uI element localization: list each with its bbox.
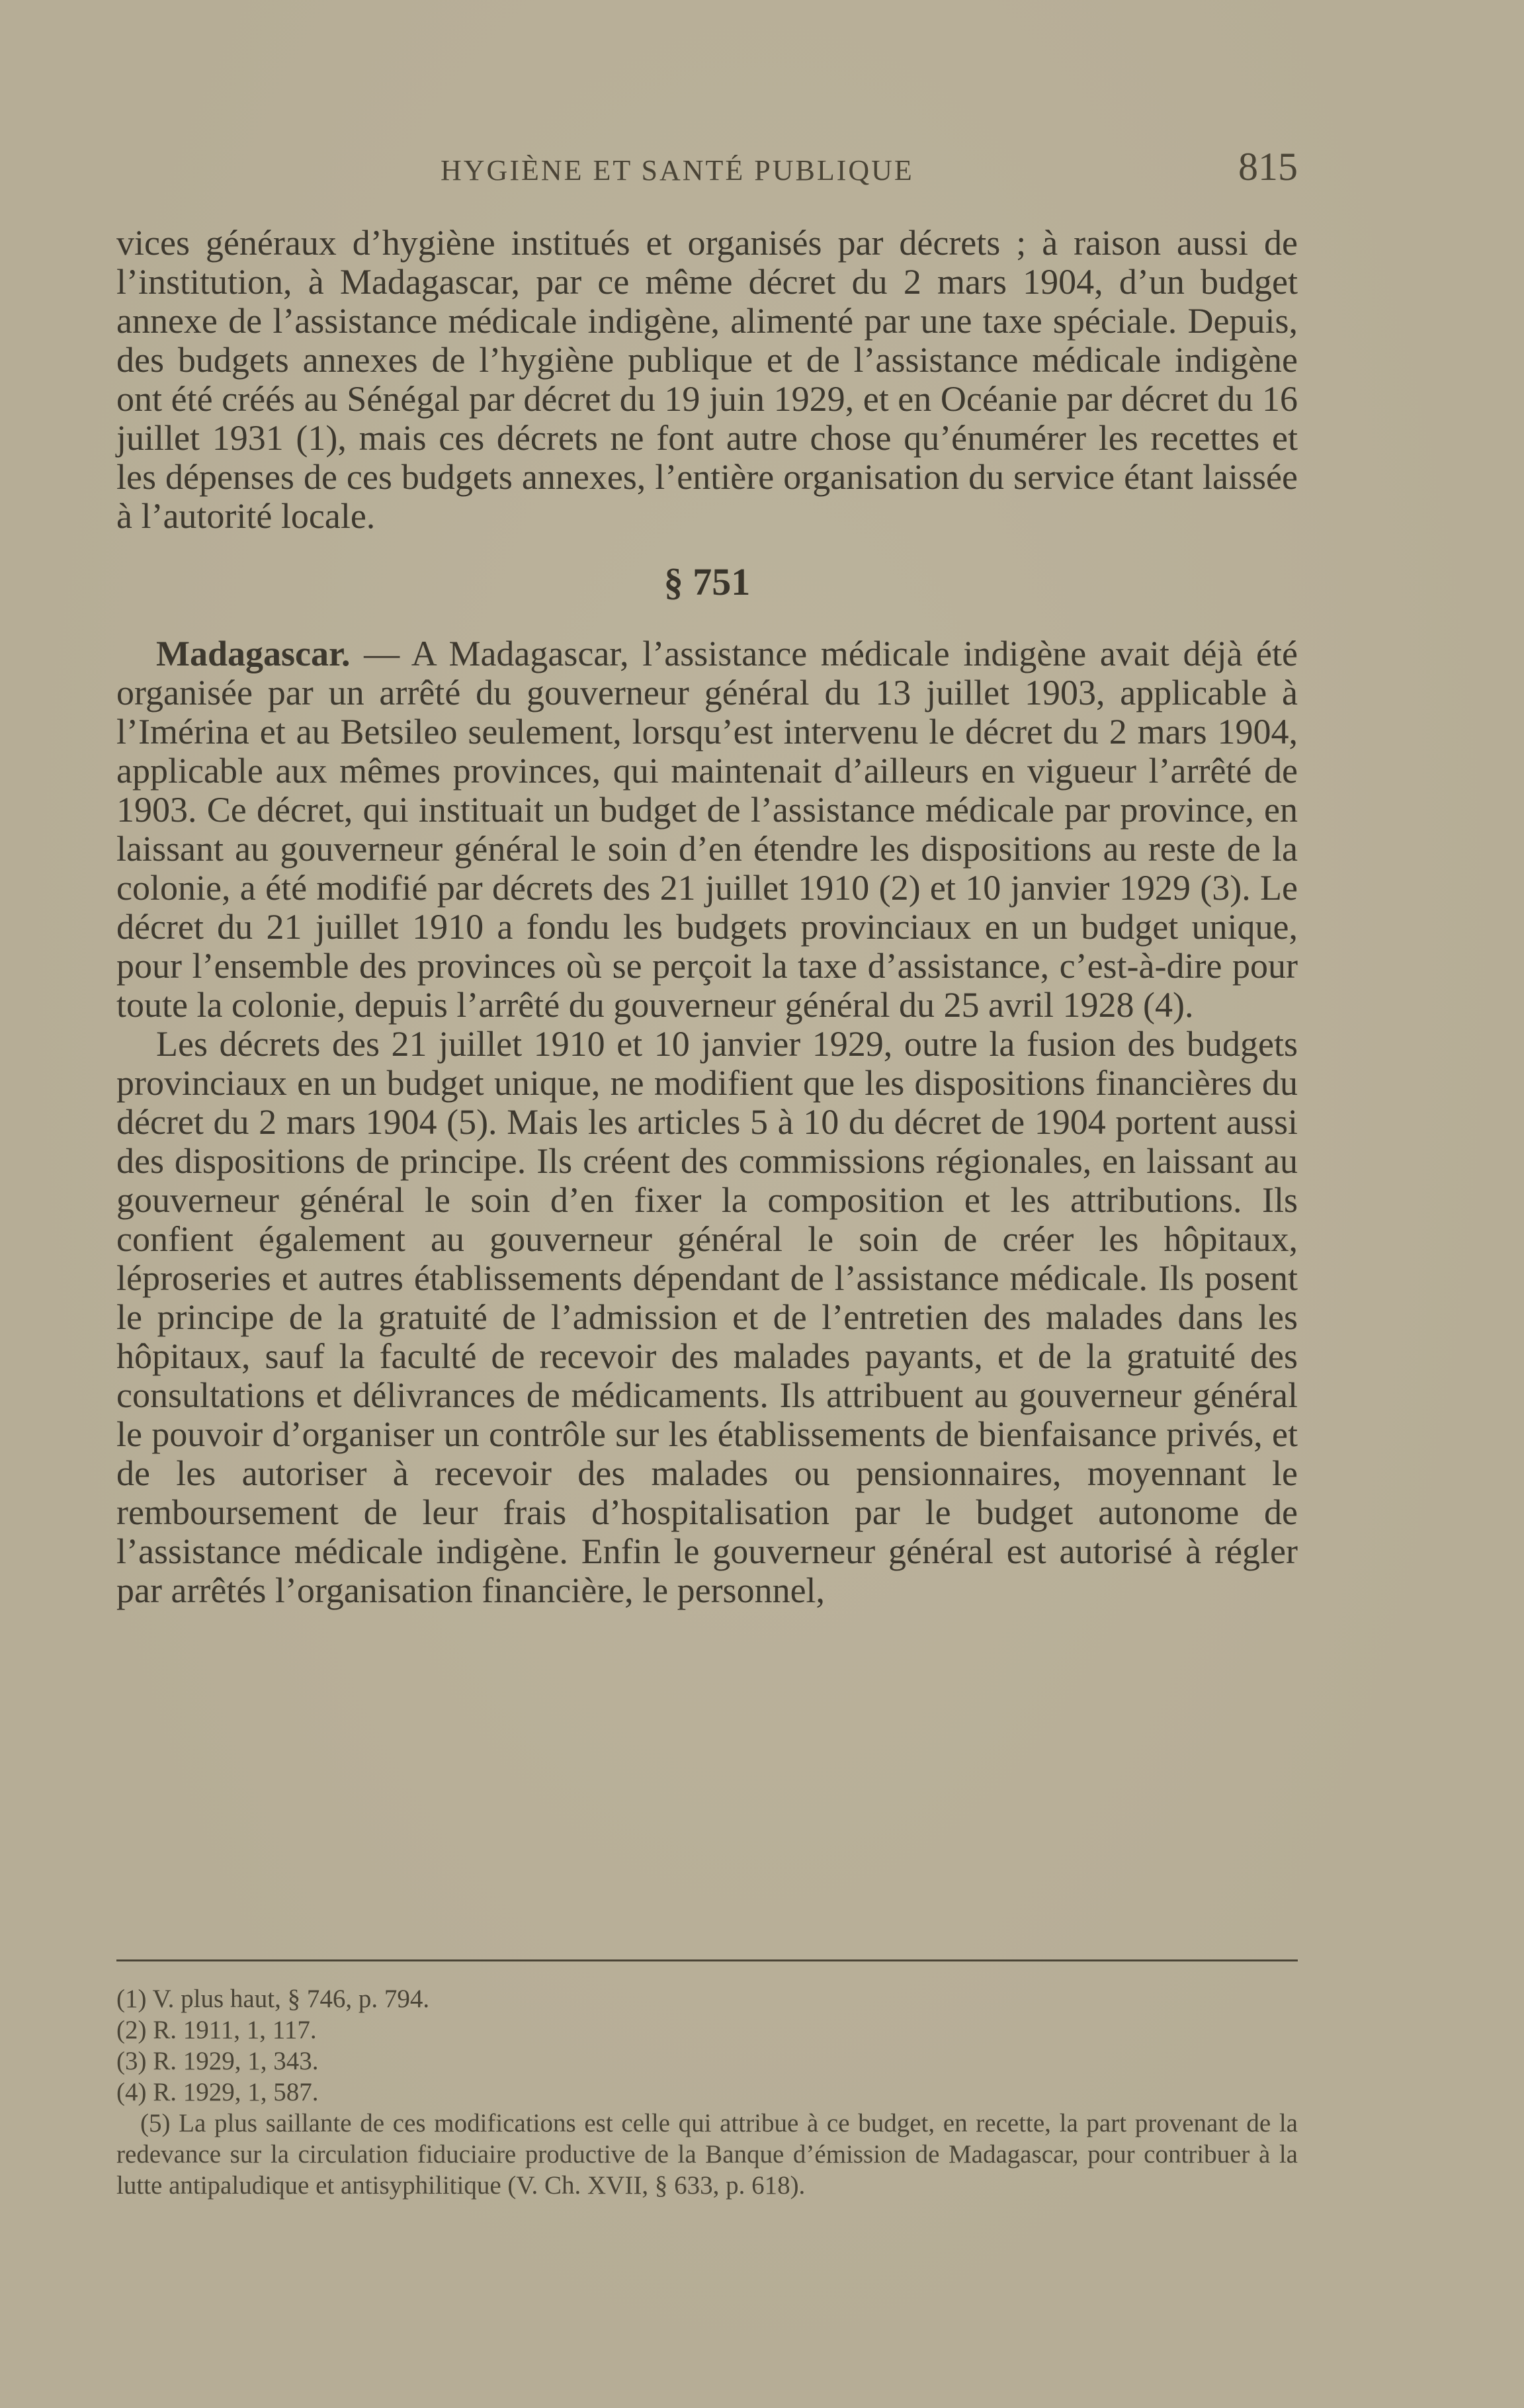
paragraph-continuation: vices généraux d’hygiène institués et organisés par décrets ; à raison aussi de l’institution, à Madagascar, par ce même décret du 2 mars 1904, d’un budget annexe de l’assistance médicale indigène, alimenté par une taxe spéciale. Depuis, des budgets annexes de l’hygiène publique et de l’assistance médicale indigène ont été créés au Sénégal par décret du 19 juin 1929, et en Océanie par décret du 16 juillet 1931 (1), mais ces décrets ne font autre chose qu’énumérer les recettes et les dépenses de ces budgets annexes, l’entière organisation du service étant laissée à l’autorité locale.: [116, 223, 1298, 536]
paragraph-decrets: Les décrets des 21 juillet 1910 et 10 janvier 1929, outre la fusion des budgets provinciaux en un budget unique, ne modifient que les dispositions financières du décret du 2 mars 1904 (5). Mais les articles 5 à 10 du décret de 1904 portent aussi des dispositions de principe. Ils créent des commissions régionales, en laissant au gouverneur général le soin d’en fixer la composition et les attributions. Ils confient également au gouverneur général le soin de créer les hôpitaux, léproseries et autres établissements dépendant de l’assistance médicale. Ils posent le principe de la gratuité de l’admission et de l’entretien des malades dans les hôpitaux, sauf la faculté de recevoir des malades payants, et de la gratuité des consultations et délivrances de médicaments. Ils attribuent au gouverneur général le pouvoir d’organiser un contrôle sur les établissements de bienfaisance privés, et de les autoriser à recevoir des malades ou pensionnaires, moyennant le remboursement de leur frais d’hospitalisation par le budget autonome de l’assistance médicale indigène. Enfin le gouverneur général est autorisé à régler par arrêtés l’organisation financière, le personnel,: [116, 1024, 1298, 1610]
paragraph-madagascar-text: — A Madagascar, l’assistance médicale indigène avait déjà été organisée par un arrêté du gouverneur général du 13 juillet 1903, applicable à l’Imérina et au Betsileo seulement, lorsqu’est intervenu le décret du 2 mars 1904, applicable aux mêmes provinces, qui maintenait d’ailleurs en vigueur l’arrêté de 1903. Ce décret, qui instituait un budget de l’assistance médicale par province, en laissant au gouverneur général le soin d’en étendre les dispositions au reste de la colonie, a été modifié par décrets des 21 juillet 1910 (2) et 10 janvier 1929 (3). Le décret du 21 juillet 1910 a fondu les budgets provinciaux en un budget unique, pour l’ensemble des provinces où se perçoit la taxe d’assistance, c’est-à-dire pour toute la colonie, depuis l’arrêté du gouverneur général du 25 avril 1928 (4).: [116, 634, 1298, 1025]
footnotes: [116, 1983, 1298, 2201]
footnote-4: (4) R. 1929, 1, 587.: [116, 2078, 319, 2106]
page-header: [116, 144, 1298, 191]
running-head: HYGIÈNE ET SANTÉ PUBLIQUE: [441, 154, 914, 187]
footnote-1: (1) V. plus haut, § 746, p. 794.: [116, 1985, 430, 2013]
paragraph-madagascar: [116, 634, 1298, 1025]
body-text: [116, 224, 1298, 1610]
section-heading: § 751: [663, 560, 751, 603]
page-number: 815: [1238, 145, 1298, 189]
footnote-2: (2) R. 1911, 1, 117.: [116, 2016, 317, 2044]
paragraph-lead-word: Madagascar.: [156, 634, 351, 673]
footnote-rule: [116, 1959, 1298, 1961]
footnote-3: (3) R. 1929, 1, 343.: [116, 2047, 319, 2075]
footnote-5: (5) La plus saillante de ces modifications est celle qui attribue à ce budget, en recette, la part provenant de la redevance sur la circulation fiduciaire productive de la Banque d’émission de Madagascar, pour contribuer à la lutte antipaludique et antisyphilitique (V. Ch. XVII, § 633, p. 618).: [116, 2109, 1298, 2200]
